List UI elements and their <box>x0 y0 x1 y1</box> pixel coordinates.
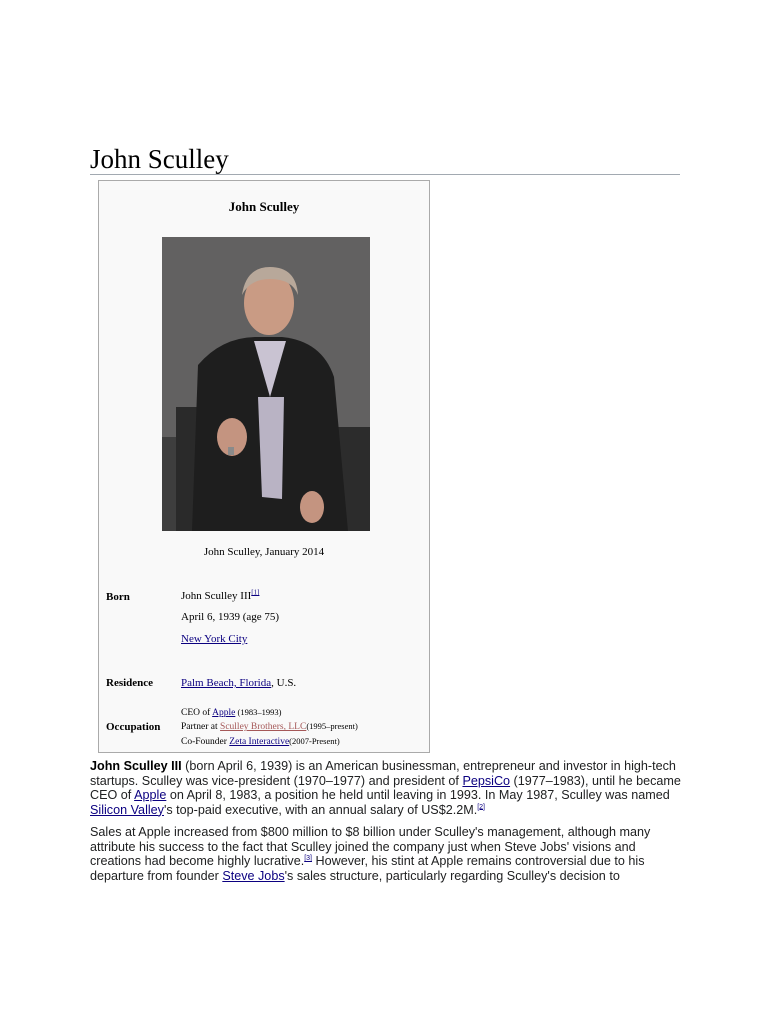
born-label: Born <box>106 591 130 603</box>
occupation-1-years: (1983–1993) <box>235 707 282 717</box>
born-name-ref-link[interactable]: [1] <box>251 588 260 597</box>
portrait-photo <box>162 237 370 531</box>
residence-value <box>181 677 296 689</box>
occupation-2-prefix: Partner at <box>181 722 221 732</box>
occupation-line-3 <box>181 736 340 747</box>
apple-article-link[interactable]: Apple <box>134 788 167 802</box>
apple-link[interactable]: Apple <box>212 708 236 718</box>
born-place <box>181 633 247 645</box>
para1-text-3: on April 8, 1983, a position he held until leaving in 1993. In May 1987, Sculley was named <box>166 788 670 802</box>
ref-2-link[interactable]: [2] <box>477 803 485 811</box>
sculley-brothers-link[interactable]: Sculley Brothers, LLC <box>220 722 307 732</box>
para1-text-2: (1977–1983), until he became CEO of <box>90 773 681 802</box>
residence-country: , U.S. <box>271 677 297 689</box>
born-date: April 6, 1939 (age 75) <box>181 611 280 623</box>
occupation-line-1 <box>181 707 281 718</box>
ref-3-link[interactable]: [3] <box>304 854 313 862</box>
occupation-2-years: (1995–present) <box>306 721 358 731</box>
zeta-interactive-link[interactable]: Zeta Interactive <box>229 737 290 747</box>
title-divider <box>90 174 680 175</box>
infobox-heading: John Sculley <box>228 199 300 214</box>
new-york-city-link[interactable]: New York City <box>181 633 248 645</box>
occupation-line-2 <box>181 721 358 732</box>
infobox <box>98 180 430 753</box>
photo-caption: John Sculley, January 2014 <box>203 546 325 558</box>
steve-jobs-link[interactable]: Steve Jobs <box>222 868 285 883</box>
born-name <box>181 590 259 602</box>
occupation-1-prefix: CEO of <box>181 708 213 718</box>
residence-label: Residence <box>106 677 154 689</box>
sales-paragraph <box>90 825 685 883</box>
para1-text-1: (born April 6, 1939) is an American businessman, entrepreneur and investor in high-tech startups. Sculley was vice-president (1970–1977) and president of <box>90 759 676 788</box>
para1-text-4: 's top-paid executive, with an annual salary of US$2.2M. <box>163 802 478 817</box>
silicon-valley-link[interactable]: Silicon Valley <box>90 802 164 817</box>
subject-name: John Sculley III <box>90 759 182 773</box>
occupation-label: Occupation <box>106 721 161 733</box>
pepsico-link[interactable]: PepsiCo <box>462 773 511 788</box>
occupation-3-prefix: Co-Founder <box>181 737 230 747</box>
palm-beach-link[interactable]: Palm Beach, Florida <box>181 677 272 689</box>
born-name-text: John Sculley III <box>181 590 252 602</box>
page-title: John Sculley <box>90 144 229 174</box>
para2-text-3: 's sales structure, particularly regarding Sculley's decision to <box>284 868 620 883</box>
occupation-3-years: (2007-Present) <box>289 736 340 746</box>
para2-text-2: However, his stint at Apple remains controversial due to his departure from founder <box>90 854 645 883</box>
para2-text-1: Sales at Apple increased from $800 million to $8 billion under Sculley's management, although many attribute his success to the fact that Sculley joined the company just when Steve Jobs' visions and creations had become highly lucrative. <box>90 825 651 868</box>
intro-paragraph <box>90 759 685 817</box>
